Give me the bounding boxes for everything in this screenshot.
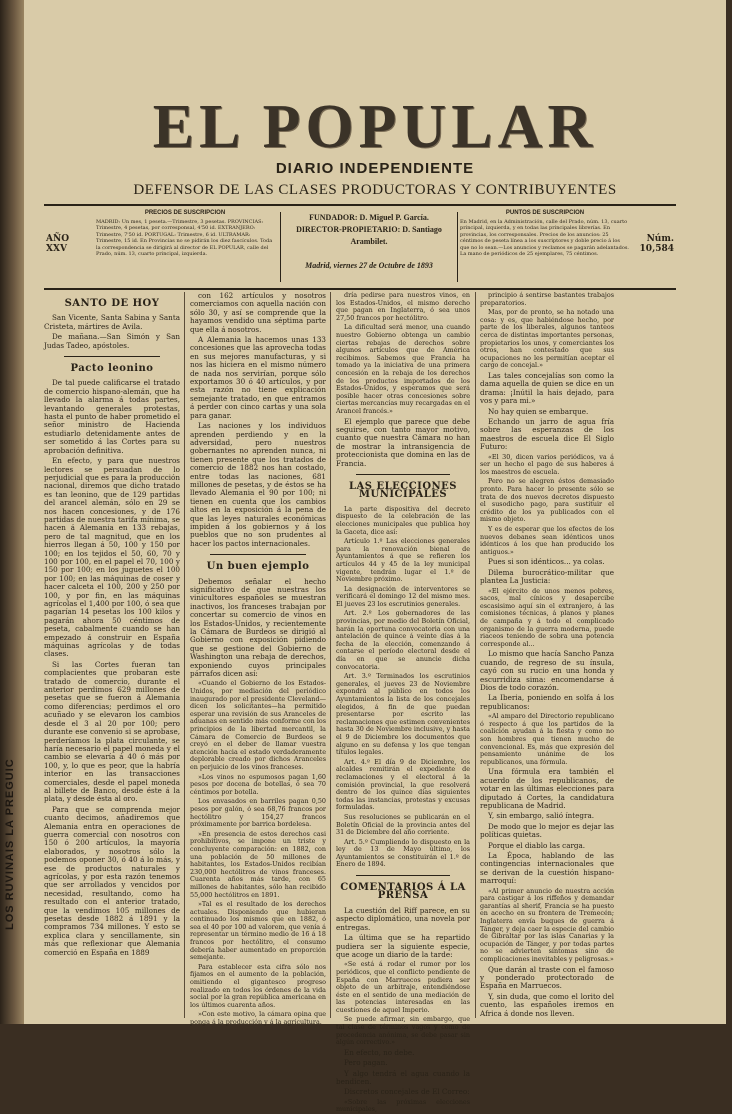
paragraph: Debemos señalar el hecho significativo de que nuestras los vinicultores españoles se muestran inactivos, los franceses trabajan por concertar su comercio de vinos en los Estados-Unidos, y recientemente la Cámara de Burdeos se dirigió al Gobierno con exposición pidiendo que se gestione del Gobierno de Washington una rebaja de derechos, exponiendo cuyos principales párrafos dicen así: (190, 576, 326, 679)
column-rule (330, 292, 331, 1018)
paragraph: El ejemplo que parece que debe seguirse, con tanto mayor motivo, cuanto que nuestra Cámara no han de mostrar la intransigencia de proteccionista que domina en las de Francia. (336, 416, 470, 468)
paragraph: principio á sentirse bastantes trabajos preparatorios. (480, 291, 614, 307)
paragraph: La dificultad será menor, una cuando nuestro Gobierno obtenga un cambio ciertas rebajas de derechos sobre algunos artículos que de América recibimos. Sabemos que Francia ha tomado ya la iniciativa de una primera concesión en la rebaja de los derechos de los productos importados de los Estados-Unidos, y esperamos que será posible hacer otras concesiones sobre ciertas mercancías muy recargadas en el Arancel francés.» (336, 323, 470, 415)
paragraph: La cuestión del Riff parece, en su aspecto diplomático, una novela por entregas. (336, 905, 470, 932)
points-title: PUNTOS DE SUSCRIPCION (505, 210, 585, 216)
paragraph: »Con este motivo, la cámara opina que ponga á la producción y á la agricultura. (190, 1010, 326, 1026)
paragraph: Las tales concejalías son como la dama aquella de quien se dice en un drama: ¡Inútil la hais dejado, para vos y para mi.» (480, 370, 614, 406)
paragraph: De modo que lo mejor es dejar las políticas quietas. (480, 821, 614, 840)
paragraph: San Vicente, Santa Sabina y Santa Cristeta, mártires de Avila. (44, 313, 180, 331)
column-rule (475, 292, 476, 1018)
paragraph: De mañana.—San Simón y San Judas Tadeo, apóstoles. (44, 332, 180, 350)
prices-box (96, 210, 274, 282)
staff-box (280, 212, 458, 282)
article-heading: COMENTARIOS Á LA PRENSA (340, 882, 466, 902)
divider (356, 875, 450, 876)
founder-line: FUNDADOR: D. Miguel P. García. (309, 213, 429, 222)
paragraph: Y, sin embargo, salió íntegra. (488, 811, 595, 821)
masthead-tagline: DEFENSOR DE LAS CLASES PRODUCTORAS Y CONTRIBUYENTES (133, 182, 617, 198)
paragraph: Para establecer esta cifra sólo nos fijamos en el aumento de la población, omitiendo el gigantesco progreso realizado en todos los órdenes de la vida social por la gran república americana en los últimos cuarenta años. (190, 962, 326, 1009)
paragraph: En efecto, y para que nuestros lectores se persuadan de lo perjudicial que es para la producción nacional, diremos que dicho tratado es tan leonino, que de 129 partidas del arancel alemán, sólo en 29 se nos hacen concesiones, y de 176 partidas de nuestra tarifa mínima, se hacen á Alemania en 133 rebajas, pero de tal magnitud, que en los hierros llegan á 50, 100 y 150 por 100; en los tejidos el 50, 60, 70 y 100 por 100, en el papel el 70, 100 y 150 por 100; en los juguetes el 100 por 100; en las máquinas de coser y hacer calceta el 100, 200 y 250 por 100, y por fin, en las máquinas agrícolas el 1,400 por 100, ó sea que pagarían 14 pesetas los 100 kilos y pagarán ahora 50 céntimos de peseta, cabalmente cuando se han empezado á construir en España máquinas agrícolas y de todas clases. (44, 456, 180, 659)
paragraph: »En presencia de estos derechos casi prohibitivos, se impone un triste y concluyente comparación: en 1882, con una población de 50 millones de habitantes, los Estados-Unidos recibían 230,000 hectólitros de vinos franceses. Cuarenta años más tarde, con 65 millones de habitantes, sólo han recibido 55,000 hectólitros en 1891. (190, 829, 326, 899)
paragraph: Art. 2.º Los gobernadores de las provincias, por medio del Boletín Oficial, harán la oportuna convocatoria con una antelación de quince á veinte días á la fecha de la elección, comenzando á contarse el período electoral desde el día en que se anuncie dicha convocatoria. (336, 609, 470, 671)
column-2 (190, 291, 326, 1026)
points-text: En Madrid, en la Administración, calle del Prado, núm. 13, cuarto principal, izquierda, y en todas las principales librerías. En provincias, los corresponsales. Precios de los anuncios: 25 céntimos de peseta línea a los suscriptores y doble precio á los que no lo sean.—Los anuncios y reclamos se pagarán adelantados. La mano de periódicos de 25 ejemplares, 75 céntimos. (460, 218, 630, 257)
divider (210, 554, 306, 555)
paragraph: La parte dispositiva del decreto dispuesto de la celebración de las elecciones municipales que publica hoy la Gaceta, dice así: (336, 504, 470, 536)
masthead-subtitle: DIARIO INDEPENDIENTE (275, 160, 475, 177)
column-3 (336, 291, 470, 1114)
paragraph: Art. 5.º Cumpliendo lo dispuesto en la ley de 13 de Mayo último, los Ayuntamientos se constituirán el 1.º de Enero de 1894. (336, 837, 470, 869)
paragraph: Artículo 1.º Las elecciones generales para la renovación bienal de Ayuntamientos á que se refieren los artículos 44 y 45 de la ley municipal vigente, tendrán lugar el 1.º de Noviembre próximo. (336, 537, 470, 584)
column-rule (184, 292, 185, 1018)
masthead-title: EL POPULAR (152, 93, 598, 161)
paragraph: Se puede afirmar, sin embargo, que tal clase de términos vagos y como de procedencia anónima, se debe pasar sin algún correctivo.» (336, 1015, 470, 1047)
paragraph: Que darán al traste con el famoso y ponderado protectorado de España en Marruecos. (480, 964, 614, 991)
info-bar (44, 204, 676, 290)
prices-text: MADRID: Un mes, 1 peseta.—Trimestre, 3 pesetas. PROVINCIAS: Trimestre, 4 pesetas, por corresponsal, 4'50 id. EXTRANJERO: Trimestre, 7'50 id. PORTUGAL: Trimestre, 6 id. ULTRAMAR: Trimestre, 15 id. En Provincias no se pidirán los diez fascículos. Toda la correspondencia se dirigirá al director de EL POPULAR, calle del Prado, núm. 13, cuarto principal, izquierda. (96, 218, 273, 257)
paragraph: «Cuando el Gobierno de los Estados-Unidos, por mediación del periódico inaugurado por el presidente Cleveland—dicen los solicitantes—ha permitido esperar una revisión de sus Aranceles de aduanas en sentido más conforme con los principios de la libertad mercantil, la Cámara de Comercio de Burdeos se creyó en el deber de llamar vuestra atención hacia el estado verdaderamente deplorable creado por dichos Aranceles en perjuicio de los vinos franceses. (190, 679, 326, 771)
paragraph: dría pedirse para nuestros vinos, en los Estados-Unidos, el mismo derecho que pagan en Inglaterra, ó sea unos 27,50 francos por hectólitro. (336, 291, 470, 322)
paragraph: Pues si son idénticos... ya colas. (488, 557, 605, 567)
paragraph: Pero no se alegren éstos demasiado pronto. Para hacer lo presente sólo se trata de dos nuevos decretos dispuesto el susodicho pago, para sustituir el crédito de los ya publicados con el mismo objeto. (480, 477, 614, 524)
paragraph: Discretos concejales de El Correo: (344, 1087, 470, 1097)
paragraph: De tal puede calificarse el tratado de comercio hispano-alemán, que ha llevado la alarma á todas partes, levantando generales protestas, hasta el punto de haber prometido el señor ministro de Hacienda estudiarlo detenidamente antes de ser sometido á las Cortes para su aprobación definitiva. (44, 378, 180, 455)
paragraph: Sus resoluciones se publicarán en el Boletín Oficial de la provincia antes del 31 de Diciembre del año corriente. (336, 812, 470, 837)
paragraph: Para que se comprenda mejor cuanto decimos, añadiremos que Alemania entra en operaciones de guerra comercial con nosotros con 150 ó 200 artículos, la mayoría elaborados, y nosotros sólo la podemos oponer 30, ó 40 á lo más, y ese de productos naturales y agrícolas, y por esta razón tenemos que ser arrollados y vencidos por necesidad, resultando, como ha resultado con el anterior tratado, que la vendimos 105 millones de pesetas desde 1882 á 1891 y la compramos 734 millones. Y esto se explica clara y sencillamente, sin más que reflexionar que Alemania comerció en España en 1889 (44, 804, 180, 957)
paragraph: Y algo tendrá el agua cuando la bendicen. (336, 1068, 470, 1087)
issue-date: Madrid, viernes 27 de Octubre de 1893 (305, 261, 433, 270)
paragraph: «Sobre las próximas elecciones municipales, (336, 1097, 470, 1114)
paragraph: Mas, por de pronto, se ha notado una cosa: y es, que habiéndose hecho, por parte de los liberales, algunos tanteos cerca de distintas importantes personas, propietarios los unos, y comerciantes los otros, han contestado que sus ocupaciones no les permitían aceptar el cargo de concejal.» (480, 308, 614, 370)
gutter-text: LOS RUVINAIS LA PREGUIC (4, 758, 16, 930)
paragraph: Lo mismo que hacía Sancho Panza cuando, de regreso de su ínsula, cayó con su rucio en una honda y escurridiza sima: encomendarse á Dios de todo corazón. (480, 649, 614, 692)
paragraph: En efecto, no debe. (344, 1047, 415, 1057)
paragraph: Dilema burocrático-militar que plantea La Justicia: (480, 567, 614, 586)
paragraph: La designación de interventores se verificará el domingo 12 del mismo mes. El jueves 23 los escrutinios generales. (336, 584, 470, 608)
paragraph: Echando un jarro de agua fría sobre las esperanzas de los maestros de escuela dice El Siglo Futuro: (480, 416, 614, 452)
paragraph: »Tal es el resultado de los derechos actuales. Disponiendo que hubieran continuado los mismos que en 1882, ó sea el 40 por 100 ad valorem, que venía á representar un término medio de 16 á 18 francos por hectólitro, el consumo debería haber aumentado en proporción semejante. (190, 900, 326, 962)
book-gutter (0, 0, 24, 1024)
article-heading: Un buen ejemplo (206, 561, 310, 573)
paragraph: Y es de esperar que los efectos de los nuevos debanes sean idénticos unos idénticos á los que han producido los antiguos.» (480, 524, 614, 556)
paragraph: La Iberia, poniendo en solfa á los republicanos: (480, 693, 614, 711)
column-4 (480, 292, 614, 1018)
paragraph: Las naciones y los individuos aprenden perdiendo y en la adversidad, pero nuestros gobernantes no aprenden nunca, ni tienen presente que los tratados de comercio de 1882 nos han costado, entre todas las naciones, 681 millones de pesetas, y de éstos se ha llevado Alemania el 90 por 100; ni tienen en cuenta que los cambios altos en la exposición á la pena de que las leyes naturales económicas impiden á los gobiernos y á los pueblos que no son prudentes al hacer los pactos internacionales. (190, 421, 326, 548)
year-label: AÑO XXV (46, 234, 70, 254)
column-1 (44, 292, 180, 1018)
paragraph: «Al amparo del Directorio republicano ó respecto á que los partidos de la coalición ayudan á la fiesta y como no son hombres que tienen mucho de convencional. Es, más que expresión del pensamiento unánime de los republicanos, una fórmula. (480, 712, 614, 766)
article-heading: Pacto leonino (70, 363, 154, 375)
paragraph: «El 30, dicen varios periódicos, va á ser un hecho el pago de sus haberes á los maestros de escuela. (480, 452, 614, 476)
divider (356, 474, 450, 475)
paragraph: La última que se ha repartido pudiera ser la siguiente especie, que acoge un diario de la tarde: (336, 933, 470, 959)
director-line: DIRECTOR-PROPIETARIO: D. Santiago Arambilet. (296, 225, 442, 246)
issue-number: Núm. 10,584 (639, 234, 674, 254)
paragraph: «Se está á rodar el rumor por los periódicos, que el conflicto pendiente de España con Marruecos pudiera ser objeto de un arbitraje, entendiéndose éste en el sentido de una mediación de las potencias interesadas en las cuestiones de aquel Imperio. (336, 960, 470, 1014)
newspaper-page (24, 0, 726, 1114)
paragraph: »Los vinos no espumosos pagan 1,60 pesos por docena de botellas, ó sea 70 céntimos por botella. (190, 772, 326, 796)
paragraph: «El ejército de unos menos pobres, sacos, mal cínicos y desapercibe escasisimo aquí sin el extranjero, á las comisiones técnicas, á planos y planes de campaña y á todo el complicado organismo de la guerra moderna, puede riaceos teniendo de sobra una potencia corresponde al... (480, 586, 614, 648)
paragraph: A Alemania la hacemos unas 133 concesiones que las aprovecha todas en sus mejores manufacturas, y si nos las hiciera en el mismo número de nada nos servirían, porque sólo exportamos 30 ó 40 artículos, y por esta razón no tiene explicación semejante tratado, en que entramos á perder con cinco cartas y una sola para ganar. (190, 335, 326, 420)
paragraph: con 162 artículos y nosotros comerciamos con aquella nación con sólo 30, y así se comprende que la hayamos vendido una séptima parte que ella á nosotros. (190, 291, 326, 334)
paragraph: No hay quien se embarque. (488, 406, 589, 416)
paragraph: Pero pagan. (344, 1058, 388, 1068)
points-box (460, 210, 630, 282)
divider (64, 356, 160, 357)
paragraph: Art. 3.º Terminados los escrutinios generales, el jueves 23 de Noviembre expondrá al público en todos los Ayuntamientos la lista de los concejales elegidos, á fin de que puedan presentarse por escrito las reclamaciones que estimen convenientes hasta 30 de Noviembre inclusive, y hasta el 9 de Diciembre los documentos que alguno en su defensa y los que tengan títulos legales. (336, 672, 470, 757)
prices-title: PRECIOS DE SUSCRIPCION (144, 210, 226, 216)
paragraph: Y, sin duda, que como el lorito del cuento, las españoles iremos en Africa á donde nos lleven. (480, 991, 614, 1018)
paragraph: Si las Cortes fueran tan complacientes que probaran este tratado de comercio, durante el anterior perdimos 629 millones de pesetas que se fueron á Alemania como diferencias; perdimos el oro acuñado y se elevaron los cambios desde el 3 al 20 por 100; pero durante ese convenio si se aprobase, perderíamos la plata circulante, se haría necesario el papel moneda y el cambio se elevaría á 40 ó más por 100, y, lo que es peor, que la habría interior en las transacciones comerciales, desde el papel moneda al billete de Banco, desde éste á la plata, y desde ésta al oro. (44, 659, 180, 804)
article-heading: LAS ELECCIONES MUNICIPALES (348, 480, 458, 501)
paragraph: Art. 4.º El día 9 de Diciembre, los alcaldes remitirán el expediente de reclamaciones y el electoral á la comisión provincial, la que resolverá dentro de los quince días siguientes todas las instancias, protestas y excusas formuladas. (336, 757, 470, 812)
paragraph: Una fórmula era también el acuerdo de los republicanos, de votar en las últimas elecciones para diputado á Cortes, la candidatura republicana de Madrid. (480, 767, 614, 810)
santo-heading: SANTO DE HOY (64, 298, 160, 309)
paragraph: «Al primer anuncio de nuestra acción para castigar á los riffeños y demandar garantías al sherif, Francia se ha puesto en acecho en su frontera de Tremecén; Inglaterra envía buques de guerra á Tánger, y deja caer la especie del cambio de Gibraltar por las islas Canarias y la ocupación de Tánger, y por todas partes no se advierten síntomas sino de complicaciones inevitables y peligrosas.» (480, 886, 614, 963)
paragraph: La Época, hablando de las contingencias internacionales que se derivan de la cuestión hispano-marroquí: (480, 850, 614, 886)
paragraph: Los envasados en barriles pagan 0,50 pesos por galón, ó sea 68,76 francos por hectólitro y 154,27 francos próximamente por barrica bordelesa. (190, 797, 326, 829)
paragraph: Porque el diablo las carga. (488, 840, 586, 850)
